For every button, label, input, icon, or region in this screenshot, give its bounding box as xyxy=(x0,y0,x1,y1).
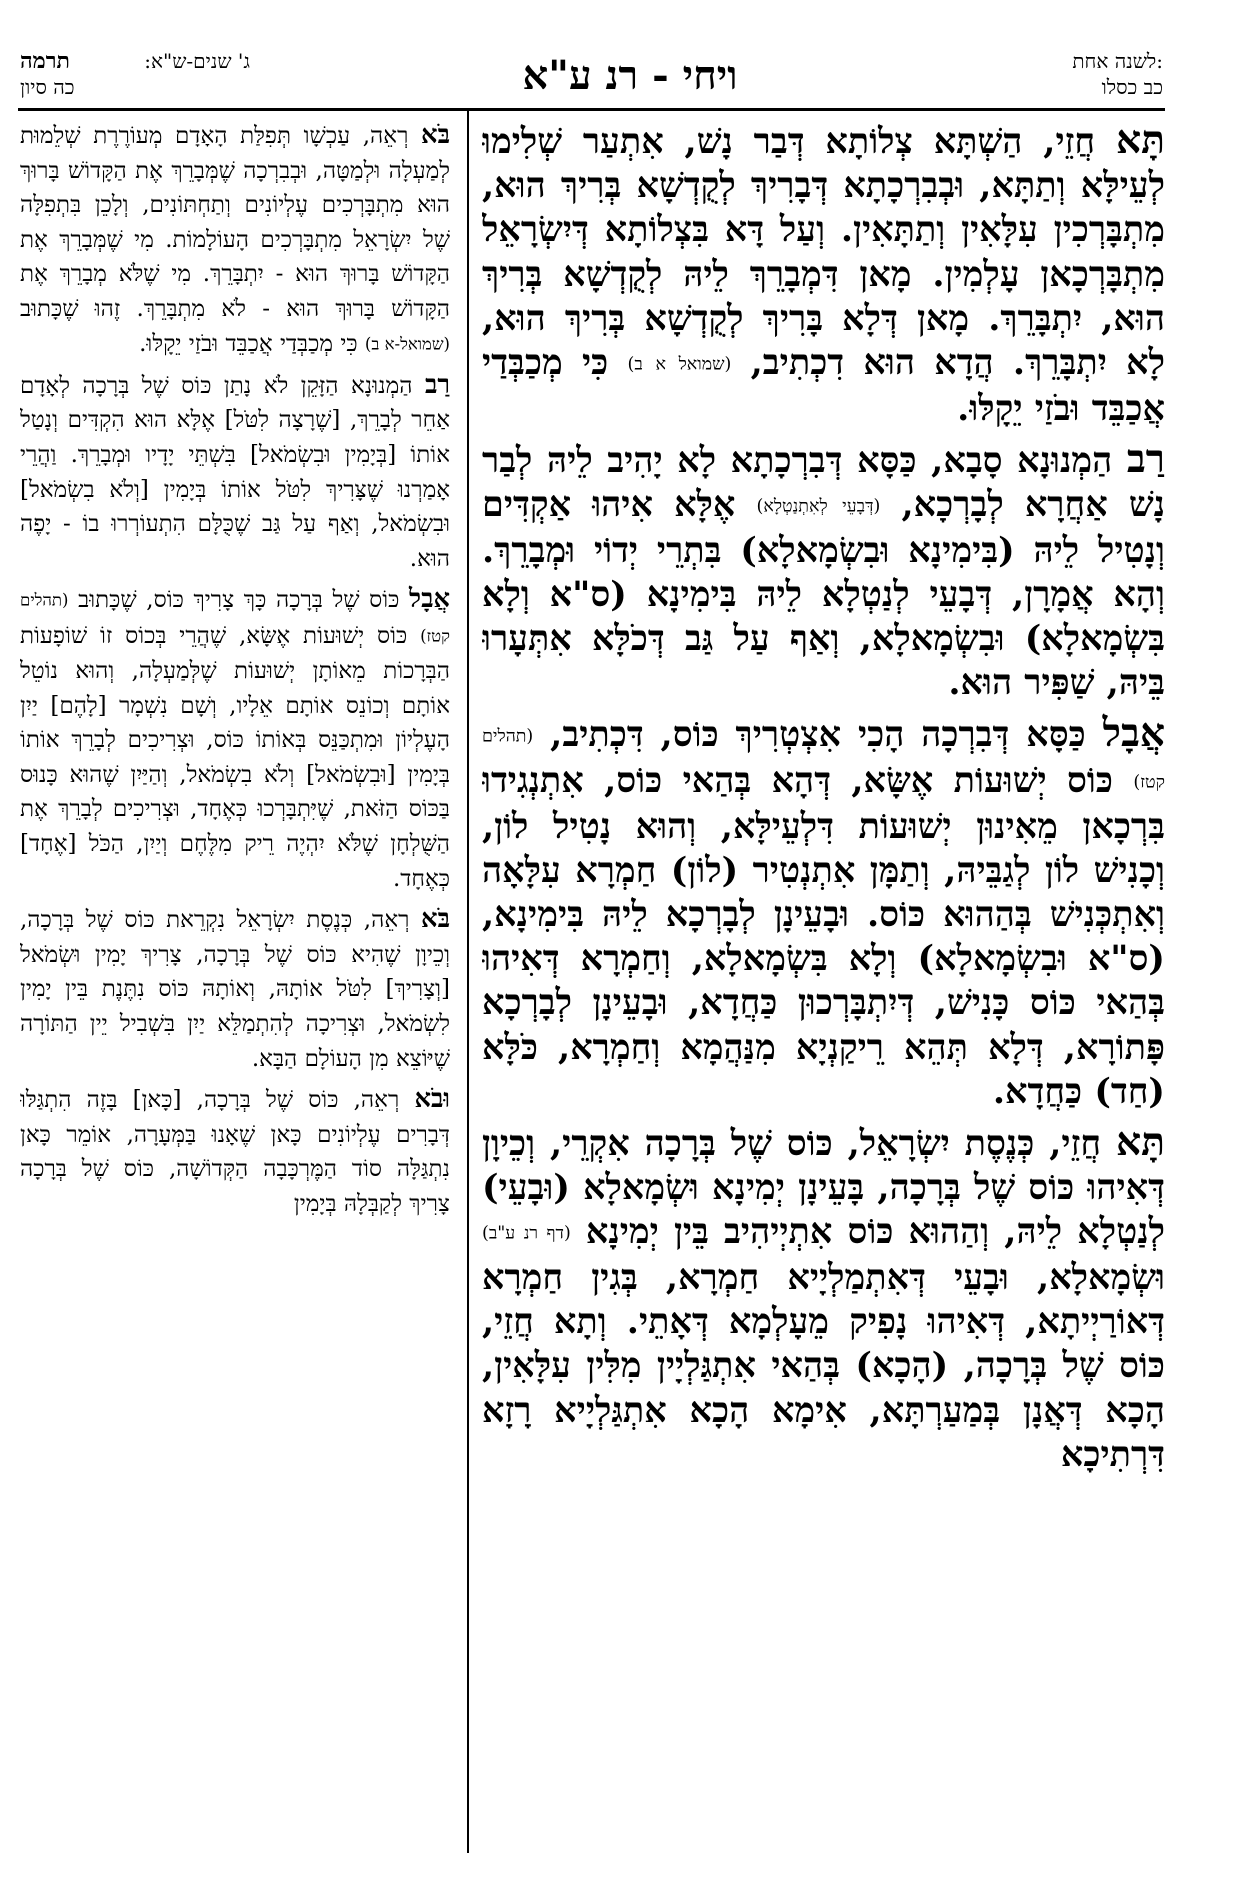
paragraph-tail: כּוֹס יְשׁוּעוֹת אֶשָּׂא, שֶׁהֲרֵי בְּכוֹס זוֹ שׁוֹפָעוֹת הַבְּרָכוֹת מֵאוֹתָן יְשׁוּעוֹת שֶׁלְּמַעְלָה, וְהוּא נוֹטֵל אוֹתָם וְכוֹנֵס אוֹתָם אֵלָיו, וְשָׁם נִשְׁמָר [לָהֶם] יַיִן הָעֶלְיוֹן וּמִתְכַּנֵּס בְּאוֹתוֹ כּוֹס, וּצְרִיכִים לְבָרֵךְ אוֹתוֹ בְּיָמִין [וּבִשְׂמֹאל] וְלֹא בִשְׂמֹאל, וְהַיַּיִן שֶׁהוּא כָּנוּס בַּכּוֹס הַזֹּאת, שֶׁיִּתְבָּרְכוּ כְּאֶחָד, וּצְרִיכִים לְבָרֵךְ אֶת הַשֻּׁלְחָן שֶׁלֹּא יִהְיֶה רֵיק מִלֶּחֶם וְיַיִן, הַכֹּל [אֶחָד] כְּאֶחָד. xyxy=(20,622,450,892)
paragraph-tail: וּשְׂמָאלָא, וּבָעֵי דְּאִתְמַלְיָיא חַמְרָא, בְּגִין חַמְרָא דְּאוֹרַיְיתָא, דְּאִיהוּ נָפִיק מֵעָלְמָא דְּאָתֵי. וְתָא חֲזֵי, כּוֹס שֶׁל בְּרָכָה, (הָכָא) בְּהַאי אִתְגַּלְיָין מִלִּין עִלָּאִין, הָכָא דְּאֲנָן בְּמַעַרְתָּא, אִימָא הָכָא אִתְגַּלְיָיא רָזָא דִּרְתִיכָא xyxy=(482,1257,1165,1475)
opening-word: רַב xyxy=(1126,435,1165,482)
aramaic-paragraph xyxy=(482,711,1165,1114)
header-right xyxy=(993,48,1163,110)
portion-name: תרמה xyxy=(20,48,70,74)
paragraph-text: חֲזֵי, הַשְׁתָּא צְלוֹתָא דְּבַר נָשׁ, אִתְעַר שְׁלִימוּ לְעֵילָּא וְתַתָּא, וּבְבִרְכָתָא דְּבָרִיךְ לְקֻדְשָׁא בְּרִיךְ הוּא, מִתְבָּרְכִין עִלָּאִין וְתַתָּאִין. וְעַל דָּא בִּצְלוֹתָא דְּיִשְׂרָאֵל מִתְבָּרְכָאן עָלְמִין. מָאן דִּמְבָרֵךְ לֵיהּ לְקֻדְשָׁא בְּרִיךְ הוּא, יִתְבָּרֵךְ. מָאן דְּלָא בָּרִיךְ לְקֻדְשָׁא בְּרִיךְ הוּא, לָא יִתְבָּרֵךְ. הֲדָא הוּא דִכְתִיב, xyxy=(482,121,1165,384)
hebrew-paragraph xyxy=(20,582,450,896)
source-reference: (שמואל א ב) xyxy=(627,354,732,375)
source-reference: (דְּבָעֵי לְאִתְנַטְלָא) xyxy=(756,496,881,517)
page-title: ויחי - רנ ע"א xyxy=(522,52,738,99)
hebrew-paragraph xyxy=(20,118,450,362)
source-reference: (שמואל-א ב) xyxy=(364,334,450,354)
paragraph-text: רְאֵה, כְּנֶסֶת יִשְׂרָאֵל נִקְרֵאת כּוֹס שֶׁל בְּרָכָה, וְכֵיוָן שֶׁהִיא כּוֹס שֶׁל בְּרָכָה, צָרִיךְ יָמִין וּשְׂמֹאל [וְצָרִיךְ] לִטֹּל אוֹתָהּ, וְאוֹתָהּ כּוֹס נִתֶּנֶת בֵּין יָמִין לִשְׂמֹאל, וּצְרִיכָה לְהִתְמַלֵּא יַיִן בִּשְׁבִיל יֵין הַתּוֹרָה שֶׁיּוֹצֵא מִן הָעוֹלָם הַבָּא. xyxy=(20,907,450,1072)
paragraph-tail: כִּי מְכַבְּדַי אֲכַבֵּד וּבֹזַי יֵקָלּוּ. xyxy=(139,330,358,357)
aramaic-paragraph xyxy=(482,1120,1165,1477)
hebrew-paragraph xyxy=(20,368,450,577)
header-left xyxy=(20,48,250,110)
schedule-one-year-date: כב כסלו xyxy=(1101,75,1163,99)
hebrew-column xyxy=(20,118,450,1860)
source-reference: (תהלים קטז) xyxy=(20,591,450,646)
opening-word: רַב xyxy=(424,369,450,400)
hebrew-paragraph xyxy=(20,902,450,1076)
paragraph-text: חֲזֵי, כְּנֶסֶת יִשְׂרָאֵל, כּוֹס שֶׁל בְּרָכָה אִקְרֵי, וְכֵיוָן דְּאִיהוּ כּוֹס שֶׁל בְּרָכָה, בָּעֵינָן יְמִינָא וּשְׂמָאלָא (וּבָעֵי) לְנַטְלָא לֵיהּ, וְהַהוּא כּוֹס אִתְיְיהִיב בֵּין יְמִינָא xyxy=(482,1123,1165,1253)
header-rule xyxy=(18,108,1165,111)
paragraph-tail: אֶלָּא אִיהוּ אַקְדִּים וְנָטִיל לֵיהּ (בִּימִינָא וּבִשְׂמָאלָא) בִּתְרֵי יְדוֹי וּמְבָרֵךְ. וְהָא אֲמָרָן, דְּבָעֵי לְנַטְלָא לֵיהּ בִּימִינָא (ס"א וְלָא בִּשְׂמָאלָא) וּבִשְׂמָאלָא, וְאַף עַל גַּב דְּכֹלָּא אִתְּעָרוּ בֵּיהּ, שַׁפִּיר הוּא. xyxy=(482,484,1165,704)
paragraph-text: כַּסָּא דְּבִרְכָה הָכִי אִצְטְרִיךְ כּוֹס, דִּכְתִיב, xyxy=(550,714,1086,756)
paragraph-text: רְאֵה, כּוֹס שֶׁל בְּרָכָה, [כָּאן] בָּזֶה הִתְגַּלּוּ דְּבָרִים עֶלְיוֹנִים כָּאן שֶׁאָנוּ בַּמְּעָרָה, אוֹמֵר כָּאן נִתְגַּלָּה סוֹד הַמֶּרְכָּבָה הַקְּדוֹשָׁה, כּוֹס שֶׁל בְּרָכָה צָרִיךְ לְקַבְּלָהּ בְּיָמִין xyxy=(20,1087,450,1217)
paragraph-tail: כּוֹס יְשׁוּעוֹת אֶשָּׂא, דְּהָא בְּהַאי כּוֹס, אִתְנְגִידוּ בִּרְכָאן מֵאִינוּן יְשׁוּעוֹת דִּלְעֵילָּא, וְהוּא נָטִיל לוֹן, וְכָנִישׁ לוֹן לְגַבֵּיהּ, וְתַמָּן אִתְנְטִיר (לוֹן) חַמְרָא עִלָּאָה וְאִתְכְּנִישׁ בְּהַהוּא כּוֹס. וּבָעֵינָן לְבָרְכָא לֵיהּ בִּימִינָא, (ס"א וּבִשְׂמָאלָא) וְלָא בִּשְׂמָאלָא, וְחַמְרָא דְּאִיהוּ בְּהַאי כּוֹס כָּנִישׁ, דְּיִתְבָּרְכוּן כַּחֲדָא, וּבָעֵינָן לְבָרְכָא פָּתוֹרָא, דְּלָא תְּהֵא רֵיקַנְיָא מִנַּהֲמָא וְחַמְרָא, כֹּלָּא (חַד) כַּחֲדָא. xyxy=(482,760,1165,1112)
opening-word: וּבֹא xyxy=(414,1084,450,1115)
paragraph-text: כּוֹס שֶׁל בְּרָכָה כָּךְ צָרִיךְ כּוֹס, שֶׁכָּתוּב xyxy=(78,587,400,614)
opening-word: תָּא xyxy=(1115,118,1165,163)
source-reference: (דף רנ ע"ב) xyxy=(482,1223,571,1244)
column-divider xyxy=(467,108,469,1853)
opening-word: אֲבָל xyxy=(1102,710,1165,757)
opening-word: בֹּא xyxy=(421,904,450,935)
paragraph-text: הַמְנוּנָא הַזָּקֵן לֹא נָתַן כּוֹס שֶׁל בְּרָכָה לְאָדָם אַחֵר לְבָרֵךְ, [שֶׁרָצָה לִטֹּל] אֶלָּא הוּא הִקְדִּים וְנָטַל אוֹתוֹ [בְּיָמִין וּבִשְׂמֹאל] בִּשְׁתֵּי יָדָיו וּמְבָרֵךְ. וַהֲרֵי אָמַרְנוּ שֶׁצָּרִיךְ לִטֹּל אוֹתוֹ בְּיָמִין [וְלֹא בִשְׂמֹאל] וּבִשְׂמֹאל, וְאַף עַל גַּב שֶׁכֻּלָּם הִתְעוֹרְרוּ בוֹ - יָפֶה הוּא. xyxy=(20,372,450,572)
opening-word: תָּא xyxy=(1115,1119,1165,1166)
aramaic-paragraph xyxy=(482,437,1165,706)
aramaic-paragraph xyxy=(482,118,1165,431)
aramaic-column xyxy=(482,118,1165,1860)
opening-word: בֹּא xyxy=(421,120,450,150)
hebrew-paragraph xyxy=(20,1082,450,1221)
schedule-three-year-date: כה סיון xyxy=(20,75,75,99)
paragraph-text: הַמְנוּנָא סָבָא, כַּסָּא דְּבִרְכָתָא לָא יָהִיב לֵיהּ לְבַר נָשׁ אַחֲרָא לְבָרְכָא, xyxy=(482,439,1165,526)
schedule-three-year-label: ג' שנים-ש"א: xyxy=(144,49,250,73)
paragraph-text: רְאֵה, עַכְשָׁו תְּפִלַּת הָאָדָם מְעוֹרֶרֶת שְׁלֵמוּת לְמַעְלָה וּלְמַטָּה, וּבְבִרְכָה שֶׁמְּבָרֵךְ אֶת הַקָּדוֹשׁ בָּרוּךְ הוּא מִתְבָּרְכִים עֶלְיוֹנִים וְתַחְתּוֹנִים, וְלָכֵן בִּתְפִלָּה שֶׁל יִשְׂרָאֵל מִתְבָּרְכִים הָעוֹלָמוֹת. מִי שֶׁמְּבָרֵךְ אֶת הַקָּדוֹשׁ בָּרוּךְ הוּא - יִתְבָּרֵךְ. מִי שֶׁלֹּא מְבָרֵךְ אֶת הַקָּדוֹשׁ בָּרוּךְ הוּא - לֹא מִתְבָּרֵךְ. זֶהוּ שֶׁכָּתוּב xyxy=(20,123,450,322)
opening-word: אֲבָל xyxy=(409,584,450,615)
source-reference: (תהלים קטז) xyxy=(482,726,1165,793)
schedule-one-year-label: לשנה אחת: xyxy=(1072,49,1163,73)
paragraph-tail: כִּי מְכַבְּדַי אֲכַבֵּד וּבֹזַי יֵקָלּוּ. xyxy=(482,342,1165,429)
